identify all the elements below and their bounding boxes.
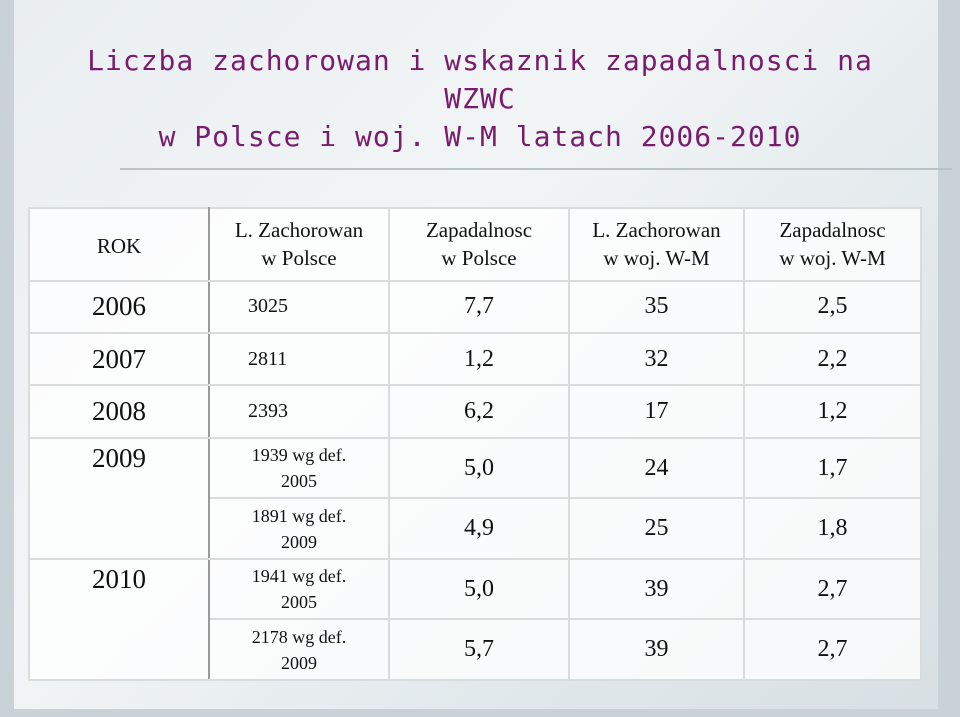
header-incidence-wm-line2: w woj. W-M <box>779 246 886 271</box>
cases-wm-cell: 25 <box>569 498 744 559</box>
year-cell: 2008 <box>29 385 209 437</box>
cases-pl-cell <box>209 619 389 680</box>
wzwc-table <box>28 207 922 681</box>
header-cases-wm-line1: L. Zachorowan <box>592 218 721 243</box>
header-rok <box>29 208 209 281</box>
incidence-pl-cell: 4,9 <box>389 498 569 559</box>
cases-wm-cell: 24 <box>569 438 744 499</box>
right-border <box>938 0 960 717</box>
cases-pl-line2: 2005 <box>281 471 317 492</box>
header-incidence-wm <box>744 208 921 281</box>
table-row <box>29 333 921 385</box>
incidence-pl-cell: 1,2 <box>389 333 569 385</box>
title-line-1: Liczba zachorowan i wskaznik zapadalnosci na <box>87 44 873 77</box>
cases-pl-cell: 2811 <box>209 333 389 385</box>
title-divider <box>120 168 952 170</box>
cases-pl-line2: 2005 <box>281 592 317 613</box>
header-cases-wm <box>569 208 744 281</box>
left-border <box>0 0 14 717</box>
cases-pl-line2: 2009 <box>281 652 317 673</box>
incidence-wm-cell: 2,7 <box>744 619 921 680</box>
cases-wm-cell: 17 <box>569 385 744 437</box>
cases-pl-cell <box>209 559 389 620</box>
header-cases-pl <box>209 208 389 281</box>
header-cases-wm-line2: w woj. W-M <box>603 246 710 271</box>
year-cell: 2010 <box>29 559 209 680</box>
title-line-2: WZWC <box>444 82 516 115</box>
incidence-wm-cell: 1,2 <box>744 385 921 437</box>
incidence-pl-cell: 5,7 <box>389 619 569 680</box>
header-rok-label: ROK <box>96 234 142 259</box>
cases-pl-line1: 1941 wg def. <box>251 566 347 587</box>
cases-wm-cell: 39 <box>569 619 744 680</box>
table-row <box>29 559 921 620</box>
cases-wm-cell: 35 <box>569 281 744 333</box>
header-cases-pl-line2: w Polsce <box>261 246 337 271</box>
header-incidence-wm-line1: Zapadalnosc <box>779 218 886 243</box>
cases-pl-cell: 2393 <box>209 385 389 437</box>
incidence-wm-cell: 1,7 <box>744 438 921 499</box>
bottom-border <box>0 709 960 717</box>
incidence-pl-cell: 5,0 <box>389 438 569 499</box>
title-line-3: w Polsce i woj. W-M latach 2006-2010 <box>158 120 802 153</box>
table-row <box>29 281 921 333</box>
incidence-wm-cell: 2,5 <box>744 281 921 333</box>
cases-pl-line1: 1939 wg def. <box>251 445 347 466</box>
incidence-pl-cell: 5,0 <box>389 559 569 620</box>
cases-pl-cell <box>209 498 389 559</box>
year-cell: 2006 <box>29 281 209 333</box>
cases-wm-cell: 32 <box>569 333 744 385</box>
header-row <box>29 208 921 281</box>
slide-title <box>40 42 920 156</box>
cases-pl-line1: 1891 wg def. <box>251 505 347 526</box>
cases-pl-line2: 2009 <box>281 531 317 552</box>
incidence-pl-cell: 7,7 <box>389 281 569 333</box>
incidence-pl-cell: 6,2 <box>389 385 569 437</box>
year-cell: 2009 <box>29 438 209 559</box>
cases-pl-cell <box>209 438 389 499</box>
cases-pl-line1: 2178 wg def. <box>251 626 347 647</box>
header-cases-pl-line1: L. Zachorowan <box>234 218 364 243</box>
cases-wm-cell: 39 <box>569 559 744 620</box>
header-incidence-pl <box>389 208 569 281</box>
header-incidence-pl-line1: Zapadalnosc <box>425 218 533 243</box>
year-cell: 2007 <box>29 333 209 385</box>
incidence-wm-cell: 1,8 <box>744 498 921 559</box>
incidence-wm-cell: 2,7 <box>744 559 921 620</box>
cases-pl-cell: 3025 <box>209 281 389 333</box>
table-row <box>29 438 921 499</box>
header-incidence-pl-line2: w Polsce <box>441 246 517 271</box>
incidence-wm-cell: 2,2 <box>744 333 921 385</box>
table-row <box>29 385 921 437</box>
